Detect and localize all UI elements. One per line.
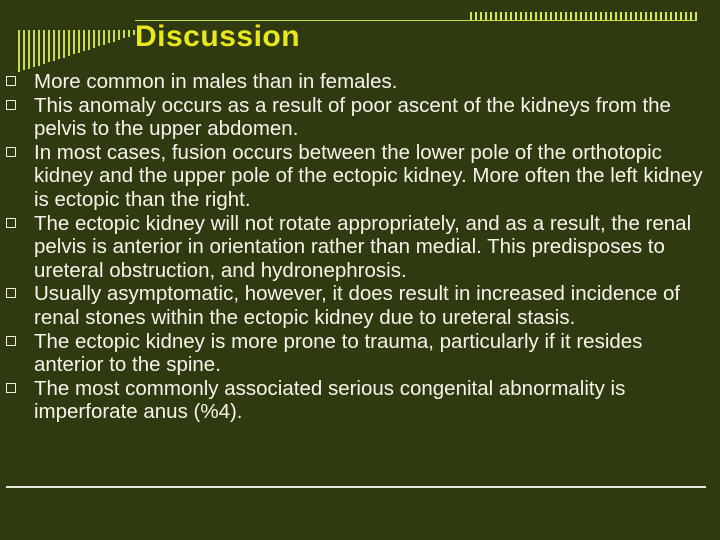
decorative-tick [580, 12, 582, 20]
decorative-tick [490, 12, 492, 20]
decorative-tick [575, 12, 577, 20]
decorative-tick [615, 12, 617, 20]
bullet-item [6, 141, 712, 212]
decorative-tick [495, 12, 497, 20]
decorative-bar [63, 30, 65, 58]
bullet-text: The ectopic kidney is more prone to trauma, particularly if it resides anterior to the spine. [34, 329, 643, 377]
decorative-bar [128, 30, 130, 37]
bullet-item [6, 94, 712, 141]
bullet-item [6, 212, 712, 283]
decorative-tick-strip [470, 12, 700, 20]
hollow-square-bullet-icon [6, 288, 16, 298]
decorative-bar [83, 30, 85, 51]
decorative-bar [103, 30, 105, 45]
decorative-bar [48, 30, 50, 62]
hollow-square-bullet-icon [6, 100, 16, 110]
decorative-bar [73, 30, 75, 54]
bullet-text: This anomaly occurs as a result of poor ascent of the kidneys from the pelvis to the upper abdomen. [34, 93, 671, 141]
decorative-tick [560, 12, 562, 20]
decorative-tick [520, 12, 522, 20]
hollow-square-bullet-icon [6, 76, 16, 86]
decorative-tick [555, 12, 557, 20]
decorative-tick [690, 12, 692, 20]
bullet-list [6, 70, 712, 424]
decorative-bar [108, 30, 110, 43]
decorative-tick [675, 12, 677, 20]
decorative-tick [645, 12, 647, 20]
bullet-text: In most cases, fusion occurs between the lower pole of the orthotopic kidney and the upper pole of the ectopic kidney. More often the left kidney is ectopic than the right. [34, 140, 703, 211]
decorative-bar [33, 30, 35, 67]
decorative-tick [590, 12, 592, 20]
decorative-tick [620, 12, 622, 20]
decorative-tick [600, 12, 602, 20]
decorative-tick [515, 12, 517, 20]
decorative-tick [635, 12, 637, 20]
decorative-tick [565, 12, 567, 20]
decorative-tick [650, 12, 652, 20]
decorative-tick [665, 12, 667, 20]
decorative-tick [610, 12, 612, 20]
bullet-item [6, 330, 712, 377]
decorative-bar [68, 30, 70, 56]
decorative-tick [570, 12, 572, 20]
decorative-tick [535, 12, 537, 20]
decorative-bar-strip [18, 30, 138, 72]
bullet-item [6, 282, 712, 329]
decorative-tick [695, 12, 697, 20]
decorative-tick [605, 12, 607, 20]
decorative-tick [540, 12, 542, 20]
decorative-tick [585, 12, 587, 20]
hollow-square-bullet-icon [6, 218, 16, 228]
decorative-bar [113, 30, 115, 42]
decorative-tick [630, 12, 632, 20]
decorative-bar [18, 30, 20, 72]
bullet-text: The ectopic kidney will not rotate appropriately, and as a result, the renal pelvis is anterior in orientation rather than medial. This predisposes to ureteral obstruction, and hydronephrosis. [34, 211, 692, 282]
hollow-square-bullet-icon [6, 383, 16, 393]
decorative-bar [98, 30, 100, 46]
decorative-tick [545, 12, 547, 20]
decorative-bar [43, 30, 45, 64]
decorative-bar [123, 30, 125, 38]
decorative-bar [23, 30, 25, 70]
decorative-tick [685, 12, 687, 20]
decorative-bar [118, 30, 120, 40]
hollow-square-bullet-icon [6, 147, 16, 157]
decorative-tick [500, 12, 502, 20]
decorative-bar [78, 30, 80, 53]
slide-title: Discussion [135, 20, 301, 53]
decorative-tick [525, 12, 527, 20]
decorative-tick [530, 12, 532, 20]
decorative-bar [38, 30, 40, 66]
decorative-bar [28, 30, 30, 69]
decorative-tick [670, 12, 672, 20]
decorative-tick [485, 12, 487, 20]
decorative-bar [58, 30, 60, 59]
decorative-tick [660, 12, 662, 20]
bullet-item [6, 377, 712, 424]
decorative-tick [625, 12, 627, 20]
decorative-tick [475, 12, 477, 20]
decorative-bar [93, 30, 95, 48]
bullet-item [6, 70, 712, 94]
bullet-text: Usually asymptomatic, however, it does result in increased incidence of renal stones within the ectopic kidney due to ureteral stasis. [34, 282, 681, 329]
decorative-tick [655, 12, 657, 20]
decorative-tick [505, 12, 507, 20]
bullet-text: The most commonly associated serious congenital abnormality is imperforate anus (%4). [34, 376, 626, 424]
bullet-text: More common in males than in females. [34, 70, 398, 93]
decorative-tick [680, 12, 682, 20]
decorative-bar [53, 30, 55, 61]
decorative-bar [88, 30, 90, 50]
decorative-tick [640, 12, 642, 20]
decorative-tick [550, 12, 552, 20]
decorative-tick [595, 12, 597, 20]
hollow-square-bullet-icon [6, 336, 16, 346]
decorative-rule [6, 486, 706, 488]
decorative-tick [510, 12, 512, 20]
decorative-tick [480, 12, 482, 20]
decorative-tick [470, 12, 472, 20]
